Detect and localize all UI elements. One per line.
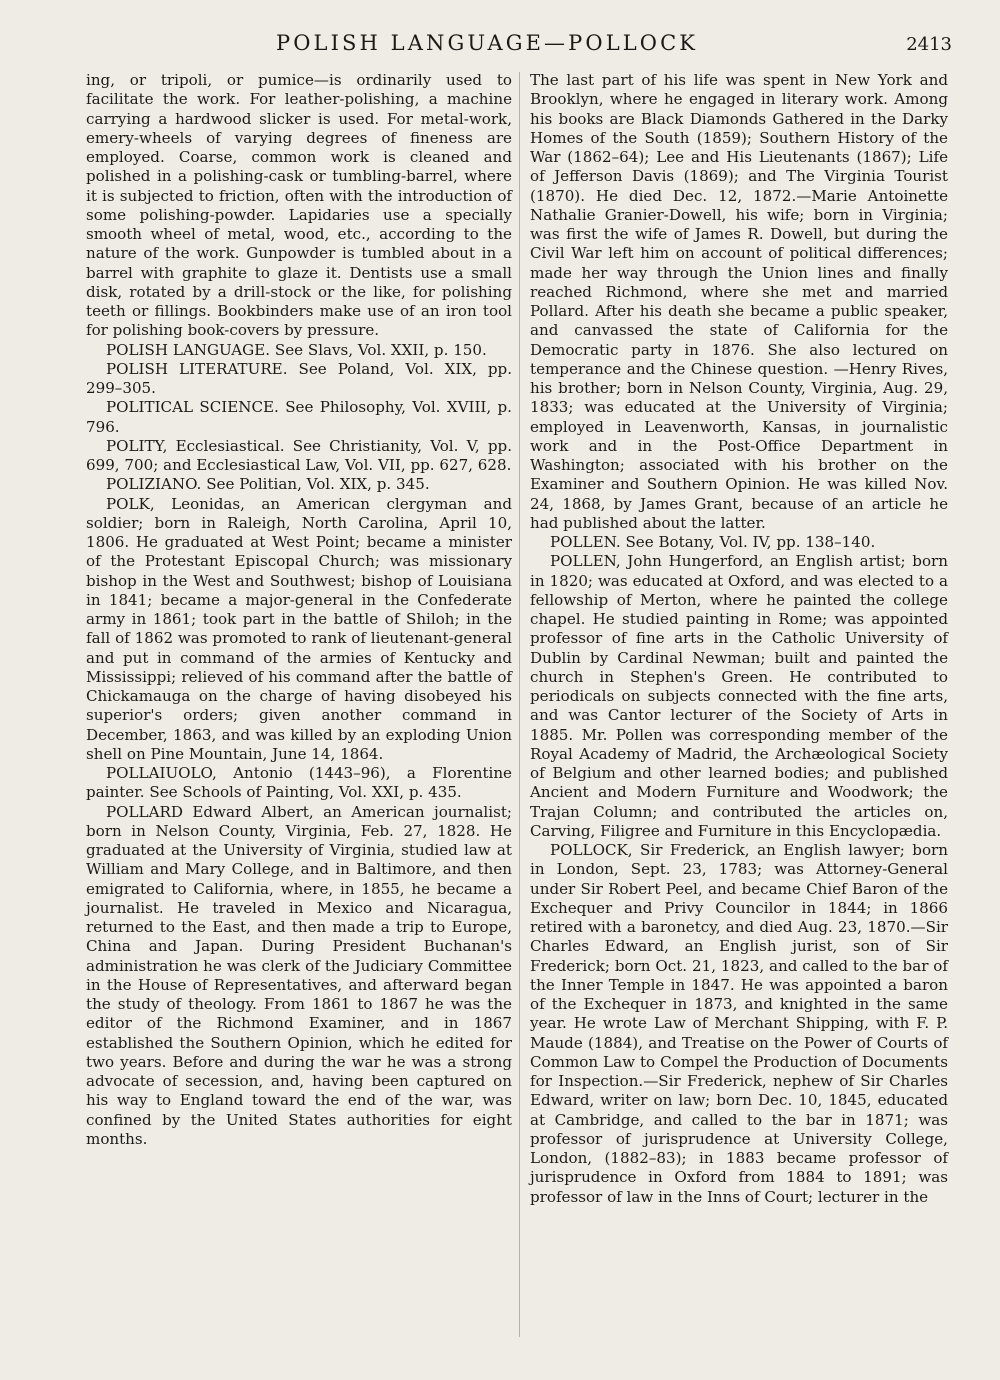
entry-headword: POLLEN, John Hungerford,	[550, 552, 764, 571]
column-divider	[519, 72, 520, 1337]
encyclopedia-entry-pollen-john	[530, 552, 948, 841]
entry-text: See Christianity, Vol. V, pp. 699, 700; and Ecclesiastical Law, Vol. VII, pp. 627, 628.	[86, 436, 512, 474]
continued-paragraph: ing, or tripoli, or pumice—is ordinarily used to facilitate the work. For leather-polishing, a machine carrying a hardwood slicker is used. For metal-work, emery-wheels of varying degrees of fineness are employed. Coarse, common work is cleaned and polished in a polishing-cask or tumbling-barrel, where it is subjected to friction, often with the introduction of some polishing-powder. Lapidaries use a specially smooth wheel of metal, wood, etc., according to the nature of the work. Gunpowder is tumbled about in a barrel with graphite to glaze it. Dentists use a small disk, rotated by a drill-stock or the like, for polishing teeth or fillings. Bookbinders make use of an iron tool for polishing book-covers by pressure.	[86, 71, 512, 340]
entry-text: See Philosophy, Vol. XVIII, p. 796.	[86, 398, 512, 436]
entry-text: an English lawyer; born in London, Sept. 23, 1783; was Attorney-General under Sir Robert Peel, and became Chief Baron of the Exchequer and Privy Councilor in 1844; in 1866 retired with a baronetcy, and died Aug. 23, 1870.—Sir Charles Edward, an English jurist, son of Sir Frederick; born Oct. 21, 1823, and called to the bar of the Inner Temple in 1847. He was appointed a baron of the Exchequer in 1873, and knighted in the same year. He wrote Law of Merchant Shipping, with F. P. Maude (1884), and Treatise on the Power of Courts of Common Law to Compel the Production of Documents for Inspection.—Sir Frederick, nephew of Sir Charles Edward, writer on law; born Dec. 10, 1845, educated at Cambridge, and called to the bar in 1871; was professor of jurisprudence at University College, London, (1882–83); in 1883 became professor of jurisprudence in Oxford from 1884 to 1891; was professor of law in the Inns of Court; lecturer in the	[530, 841, 948, 1206]
entry-text: an English artist; born in 1820; was educated at Oxford, and was elected to a fellowship of Merton, where he painted the college chapel. He studied painting in Rome; was appointed professor of fine arts in the Catholic University of Dublin by Cardinal Newman; built and painted the church in Stephen's Green. He contributed to periodicals on subjects connected with the fine arts, and was Cantor lecturer of the Society of Arts in 1885. Mr. Pollen was corresponding member of the Royal Academy of Madrid, the Archæological Society of Belgium and other learned bodies; and published Ancient and Modern Furniture and Woodwork; the Trajan Column; and contributed the articles on, Carving, Filigree and Furniture in this Encyclopædia.	[530, 552, 948, 840]
encyclopedia-entry-polk	[86, 495, 512, 765]
entry-headword: POLITY, Ecclesiastical.	[106, 436, 285, 455]
entry-text: (1443–96), a Florentine painter. See Schools of Painting, Vol. XXI, p. 435.	[86, 764, 512, 802]
entry-headword: POLLARD Edward Albert,	[106, 802, 314, 821]
encyclopedia-entry-pollock	[530, 841, 948, 1207]
entry-headword: POLK, Leonidas,	[106, 494, 245, 513]
encyclopedia-entry-pollen	[530, 533, 948, 552]
entry-text: See Poland, Vol. XIX, pp. 299–305.	[86, 359, 512, 397]
entry-headword: POLLAIUOLO, Antonio	[106, 764, 293, 782]
left-column	[86, 71, 512, 1149]
encyclopedia-entry-polish-literature	[86, 360, 512, 399]
entry-text: See Slavs, Vol. XXII, p. 150.	[274, 340, 487, 359]
entry-text: See Politian, Vol. XIX, p. 345.	[206, 475, 430, 494]
entry-text: See Botany, Vol. IV, pp. 138–140.	[625, 533, 876, 551]
encyclopedia-entry-political-science	[86, 398, 512, 437]
entry-text: an American journalist; born in Nelson County, Virginia, Feb. 27, 1828. He graduated at the University of Virginia, studied law at William and Mary College, and in Baltimore, and then emigrated to California, where, in 1855, he became a journalist. He traveled in Mexico and Nicaragua, returned to the East, and then made a trip to Europe, China and Japan. During President Buchanan's administration he was clerk of the Judiciary Committee in the House of Representatives, and afterward began the study of theology. From 1861 to 1867 he was the editor of the Richmond Examiner, and in 1867 established the Southern Opinion, which he edited for two years. Before and during the war he was a strong advocate of secession, and, having been captured on his way to England toward the end of the war, was confined by the United States authorities for eight months.	[86, 802, 512, 1148]
encyclopedia-entry-poliziano	[86, 475, 512, 494]
page-number: 2413	[906, 34, 952, 55]
entry-headword: POLISH LITERATURE.	[106, 359, 288, 378]
encyclopedia-entry-polity	[86, 437, 512, 476]
page-header	[0, 30, 1000, 60]
entry-text: an American clergyman and soldier; born in Raleigh, North Carolina, April 10, 1806. He graduated at West Point; became a minister of the Protestant Episcopal Church; was missionary bishop in the West and Southwest; bishop of Louisiana in 1841; became a major-general in the Confederate army in 1861; took part in the battle of Shiloh; in the fall of 1862 was promoted to rank of lieutenant-general and put in command of the armies of Kentucky and Mississippi; relieved of his command after the battle of Chickamauga on the charge of having disobeyed his superior's orders; given another command in December, 1863, and was killed by an exploding Union shell on Pine Mountain, June 14, 1864.	[86, 494, 512, 763]
encyclopedia-entry-polish-language	[86, 341, 512, 360]
entry-headword: POLISH LANGUAGE.	[106, 340, 271, 359]
encyclopedia-entry-pollaiuolo	[86, 764, 512, 803]
continued-paragraph: The last part of his life was spent in New York and Brooklyn, where he engaged in literary work. Among his books are Black Diamonds Gathered in the Darky Homes of the South (1859); Southern History of the War (1862–64); Lee and His Lieutenants (1867); Life of Jefferson Davis (1869); and The Virginia Tourist (1870). He died Dec. 12, 1872.—Marie Antoinette Nathalie Granier-Dowell, his wife; born in Virginia; was first the wife of James R. Dowell, but during the Civil War left him on account of political differences; made her way through the Union lines and finally reached Richmond, where she met and married Pollard. After his death she became a public speaker, and canvassed the state of California for the Democratic party in 1876. She also lectured on temperance and the Chinese question. —Henry Rives, his brother; born in Nelson County, Virginia, Aug. 29, 1833; was educated at the University of Virginia; employed in Leavenworth, Kansas, in journalistic work and in the Post-Office Department in Washington; associated with his brother on the Examiner and Southern Opinion. He was killed Nov. 24, 1868, by James Grant, because of an article he had published about the latter.	[530, 71, 948, 532]
entry-headword: POLIZIANO.	[106, 475, 202, 494]
running-title: POLISH LANGUAGE—POLLOCK	[276, 31, 699, 55]
entry-headword: POLLEN.	[550, 533, 621, 551]
entry-headword: POLLOCK, Sir Frederick,	[550, 841, 750, 859]
encyclopedia-entry-pollard	[86, 803, 512, 1150]
right-column	[530, 71, 948, 1207]
entry-headword: POLITICAL SCIENCE.	[106, 398, 279, 417]
